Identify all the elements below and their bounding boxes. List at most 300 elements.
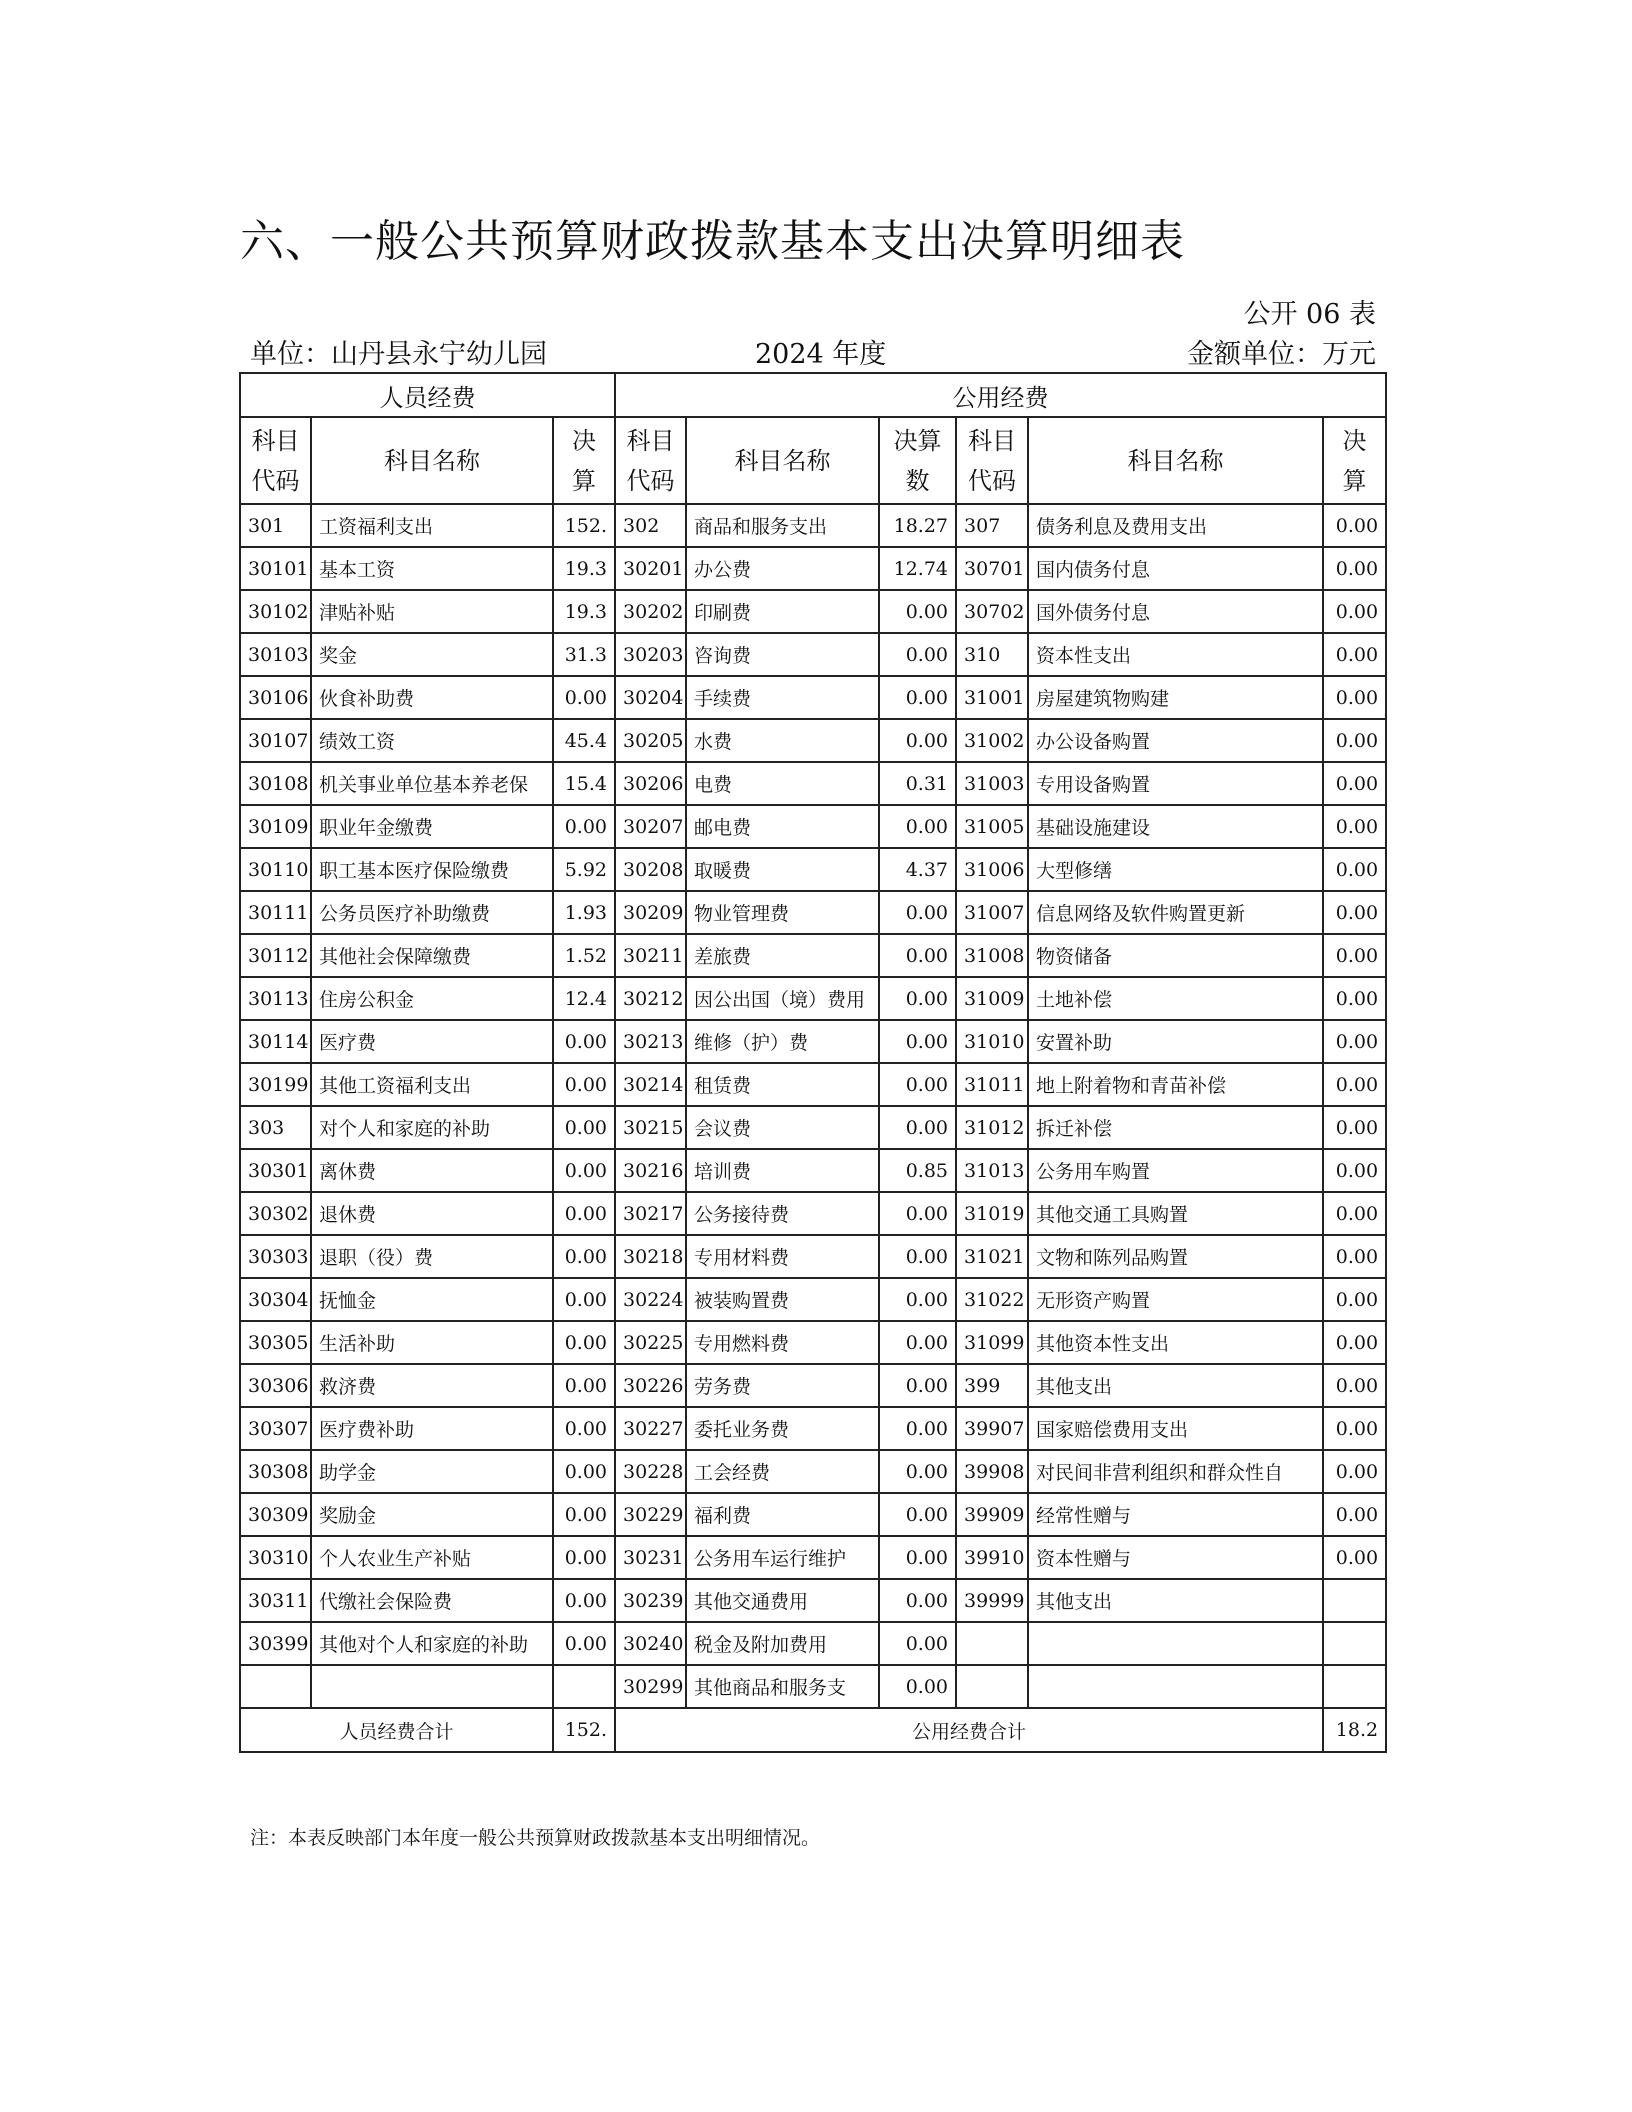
capital-amount-cell: 0.00 [1323, 719, 1386, 762]
personnel-code-cell: 30113 [240, 977, 311, 1020]
table-row [240, 676, 1386, 719]
public-code-cell: 30212 [615, 977, 686, 1020]
public-code-cell: 30217 [615, 1192, 686, 1235]
public-name-cell: 培训费 [686, 1149, 879, 1192]
capital-name-cell: 拆迁补偿 [1028, 1106, 1323, 1149]
table-row [240, 1149, 1386, 1192]
capital-name-cell: 安置补助 [1028, 1020, 1323, 1063]
personnel-name-cell: 伙食补助费 [311, 676, 553, 719]
year-label: 2024 年度 [755, 339, 887, 370]
personnel-code-cell: 30109 [240, 805, 311, 848]
public-group-header: 公用经费 [615, 373, 1386, 417]
table-row [240, 1192, 1386, 1235]
personnel-amount-cell: 0.00 [553, 1579, 615, 1622]
personnel-amount-cell: 0.00 [553, 1493, 615, 1536]
public-name-cell: 因公出国（境）费用 [686, 977, 879, 1020]
public-code-cell: 30239 [615, 1579, 686, 1622]
personnel-name-cell: 退职（役）费 [311, 1235, 553, 1278]
public-code-cell: 30218 [615, 1235, 686, 1278]
capital-amount-cell [1323, 1579, 1386, 1622]
capital-name-cell: 经常性赠与 [1028, 1493, 1323, 1536]
capital-amount-cell: 0.00 [1323, 805, 1386, 848]
capital-amount-cell: 0.00 [1323, 676, 1386, 719]
capital-amount-cell: 0.00 [1323, 1364, 1386, 1407]
capital-amount-cell: 0.00 [1323, 590, 1386, 633]
personnel-name-cell: 职业年金缴费 [311, 805, 553, 848]
expenditure-table [239, 372, 1387, 1753]
personnel-amount-cell: 45.4 [553, 719, 615, 762]
capital-amount-cell: 0.00 [1323, 1192, 1386, 1235]
personnel-name-cell: 退休费 [311, 1192, 553, 1235]
public-name-cell: 邮电费 [686, 805, 879, 848]
personnel-amount-cell: 0.00 [553, 1192, 615, 1235]
personnel-name-cell: 机关事业单位基本养老保 [311, 762, 553, 805]
personnel-code-cell: 30199 [240, 1063, 311, 1106]
capital-amount-cell: 0.00 [1323, 848, 1386, 891]
public-code-cell: 30211 [615, 934, 686, 977]
code-header: 科目代码 [956, 417, 1028, 504]
personnel-code-cell: 30303 [240, 1235, 311, 1278]
capital-name-cell: 公务用车购置 [1028, 1149, 1323, 1192]
personnel-code-cell: 30311 [240, 1579, 311, 1622]
capital-name-cell: 债务利息及费用支出 [1028, 504, 1323, 547]
public-name-cell: 委托业务费 [686, 1407, 879, 1450]
money-unit-label: 金额单位：万元 [1187, 339, 1376, 370]
table-row [240, 805, 1386, 848]
personnel-name-cell: 其他对个人和家庭的补助 [311, 1622, 553, 1665]
public-code-cell: 30227 [615, 1407, 686, 1450]
personnel-code-cell: 30112 [240, 934, 311, 977]
public-name-cell: 公务用车运行维护 [686, 1536, 879, 1579]
table-row [240, 891, 1386, 934]
table-number: 公开 06 表 [1243, 299, 1376, 330]
capital-code-cell: 30702 [956, 590, 1028, 633]
capital-code-cell: 31011 [956, 1063, 1028, 1106]
personnel-name-cell [311, 1665, 553, 1708]
public-name-cell: 劳务费 [686, 1364, 879, 1407]
personnel-code-cell: 30101 [240, 547, 311, 590]
capital-amount-cell: 0.00 [1323, 1063, 1386, 1106]
capital-name-cell: 大型修缮 [1028, 848, 1323, 891]
personnel-code-cell: 30110 [240, 848, 311, 891]
public-name-cell: 租赁费 [686, 1063, 879, 1106]
table-row [240, 547, 1386, 590]
capital-amount-cell: 0.00 [1323, 1450, 1386, 1493]
personnel-name-cell: 助学金 [311, 1450, 553, 1493]
personnel-name-cell: 职工基本医疗保险缴费 [311, 848, 553, 891]
table-row [240, 1106, 1386, 1149]
personnel-code-cell: 30302 [240, 1192, 311, 1235]
public-amount-cell: 0.00 [879, 633, 956, 676]
personnel-code-cell: 30304 [240, 1278, 311, 1321]
personnel-code-cell: 30306 [240, 1364, 311, 1407]
personnel-amount-cell: 152. [553, 504, 615, 547]
public-name-cell: 公务接待费 [686, 1192, 879, 1235]
table-row [240, 1020, 1386, 1063]
capital-amount-cell: 0.00 [1323, 1278, 1386, 1321]
public-code-cell: 30204 [615, 676, 686, 719]
personnel-code-cell: 30301 [240, 1149, 311, 1192]
capital-code-cell: 39999 [956, 1579, 1028, 1622]
capital-code-cell: 31022 [956, 1278, 1028, 1321]
personnel-name-cell: 医疗费补助 [311, 1407, 553, 1450]
personnel-name-cell: 个人农业生产补贴 [311, 1536, 553, 1579]
public-amount-cell: 0.00 [879, 1665, 956, 1708]
table-row [240, 590, 1386, 633]
public-code-cell: 30215 [615, 1106, 686, 1149]
capital-name-cell: 其他支出 [1028, 1579, 1323, 1622]
public-name-cell: 专用燃料费 [686, 1321, 879, 1364]
public-total-value: 18.2 [1323, 1708, 1386, 1752]
personnel-amount-cell: 19.3 [553, 590, 615, 633]
name-header: 科目名称 [311, 417, 553, 504]
public-code-cell: 30209 [615, 891, 686, 934]
capital-name-cell: 对民间非营利组织和群众性自 [1028, 1450, 1323, 1493]
capital-amount-cell: 0.00 [1323, 1321, 1386, 1364]
personnel-amount-cell: 0.00 [553, 1407, 615, 1450]
capital-amount-cell: 0.00 [1323, 977, 1386, 1020]
capital-name-cell: 其他支出 [1028, 1364, 1323, 1407]
public-amount-cell: 0.00 [879, 1450, 956, 1493]
capital-name-cell: 其他资本性支出 [1028, 1321, 1323, 1364]
personnel-code-cell: 30305 [240, 1321, 311, 1364]
capital-name-cell: 国内债务付息 [1028, 547, 1323, 590]
capital-code-cell: 30701 [956, 547, 1028, 590]
public-amount-cell: 0.31 [879, 762, 956, 805]
public-code-cell: 30214 [615, 1063, 686, 1106]
capital-code-cell: 39910 [956, 1536, 1028, 1579]
personnel-amount-cell: 5.92 [553, 848, 615, 891]
public-amount-cell: 0.00 [879, 676, 956, 719]
personnel-code-cell: 30103 [240, 633, 311, 676]
public-amount-cell: 0.00 [879, 977, 956, 1020]
capital-name-cell [1028, 1665, 1323, 1708]
public-amount-cell: 4.37 [879, 848, 956, 891]
footnote: 注：本表反映部门本年度一般公共预算财政拨款基本支出明细情况。 [250, 1827, 821, 1849]
capital-name-cell: 信息网络及软件购置更新 [1028, 891, 1323, 934]
capital-code-cell: 31012 [956, 1106, 1028, 1149]
table-row [240, 1622, 1386, 1665]
table-row [240, 633, 1386, 676]
public-code-cell: 30226 [615, 1364, 686, 1407]
public-amount-cell: 0.00 [879, 1407, 956, 1450]
capital-code-cell: 31006 [956, 848, 1028, 891]
capital-code-cell: 31010 [956, 1020, 1028, 1063]
personnel-code-cell: 30310 [240, 1536, 311, 1579]
personnel-code-cell: 30308 [240, 1450, 311, 1493]
public-amount-cell: 0.00 [879, 1278, 956, 1321]
public-code-cell: 30213 [615, 1020, 686, 1063]
personnel-amount-cell: 0.00 [553, 676, 615, 719]
public-amount-cell: 0.00 [879, 1192, 956, 1235]
personnel-name-cell: 工资福利支出 [311, 504, 553, 547]
table-row [240, 1665, 1386, 1708]
public-code-cell: 30216 [615, 1149, 686, 1192]
public-amount-cell: 0.00 [879, 1579, 956, 1622]
capital-amount-cell: 0.00 [1323, 547, 1386, 590]
personnel-name-cell: 抚恤金 [311, 1278, 553, 1321]
public-amount-cell: 18.27 [879, 504, 956, 547]
capital-code-cell: 399 [956, 1364, 1028, 1407]
public-name-cell: 其他商品和服务支 [686, 1665, 879, 1708]
public-name-cell: 印刷费 [686, 590, 879, 633]
page-title: 六、一般公共预算财政拨款基本支出决算明细表 [240, 216, 1185, 267]
public-name-cell: 咨询费 [686, 633, 879, 676]
personnel-code-cell [240, 1665, 311, 1708]
public-amount-cell: 0.00 [879, 1321, 956, 1364]
personnel-amount-cell: 15.4 [553, 762, 615, 805]
personnel-name-cell: 奖励金 [311, 1493, 553, 1536]
public-amount-cell: 0.00 [879, 934, 956, 977]
public-amount-cell: 0.00 [879, 1235, 956, 1278]
table-row [240, 504, 1386, 547]
capital-amount-cell: 0.00 [1323, 1106, 1386, 1149]
capital-name-cell: 其他交通工具购置 [1028, 1192, 1323, 1235]
public-name-cell: 会议费 [686, 1106, 879, 1149]
capital-amount-cell [1323, 1665, 1386, 1708]
capital-code-cell: 31099 [956, 1321, 1028, 1364]
capital-amount-cell: 0.00 [1323, 934, 1386, 977]
capital-code-cell [956, 1665, 1028, 1708]
capital-code-cell: 31009 [956, 977, 1028, 1020]
personnel-amount-cell: 0.00 [553, 805, 615, 848]
personnel-amount-cell [553, 1665, 615, 1708]
public-code-cell: 30240 [615, 1622, 686, 1665]
table-row [240, 1536, 1386, 1579]
name-header: 科目名称 [686, 417, 879, 504]
capital-code-cell: 31021 [956, 1235, 1028, 1278]
group-header-row [240, 373, 1386, 417]
public-code-cell: 30205 [615, 719, 686, 762]
capital-name-cell: 文物和陈列品购置 [1028, 1235, 1323, 1278]
table-row [240, 1407, 1386, 1450]
personnel-amount-cell: 0.00 [553, 1106, 615, 1149]
public-name-cell: 福利费 [686, 1493, 879, 1536]
personnel-amount-cell: 0.00 [553, 1063, 615, 1106]
personnel-code-cell: 30307 [240, 1407, 311, 1450]
capital-code-cell: 39909 [956, 1493, 1028, 1536]
capital-name-cell: 无形资产购置 [1028, 1278, 1323, 1321]
personnel-total-label: 人员经费合计 [240, 1708, 553, 1752]
column-header-row [240, 417, 1386, 504]
personnel-amount-cell: 0.00 [553, 1278, 615, 1321]
personnel-amount-cell: 19.3 [553, 547, 615, 590]
personnel-group-header: 人员经费 [240, 373, 615, 417]
table-row [240, 1493, 1386, 1536]
personnel-code-cell: 30399 [240, 1622, 311, 1665]
public-amount-cell: 0.00 [879, 1020, 956, 1063]
capital-name-cell: 专用设备购置 [1028, 762, 1323, 805]
capital-amount-cell: 0.00 [1323, 1536, 1386, 1579]
personnel-code-cell: 30106 [240, 676, 311, 719]
public-amount-cell: 12.74 [879, 547, 956, 590]
capital-name-cell: 资本性支出 [1028, 633, 1323, 676]
capital-name-cell: 物资储备 [1028, 934, 1323, 977]
public-name-cell: 手续费 [686, 676, 879, 719]
public-code-cell: 30225 [615, 1321, 686, 1364]
amount-header: 决算 [553, 417, 615, 504]
personnel-name-cell: 基本工资 [311, 547, 553, 590]
personnel-name-cell: 公务员医疗补助缴费 [311, 891, 553, 934]
personnel-amount-cell: 1.52 [553, 934, 615, 977]
public-code-cell: 30206 [615, 762, 686, 805]
personnel-amount-cell: 0.00 [553, 1020, 615, 1063]
unit-label: 单位：山丹县永宁幼儿园 [250, 339, 547, 370]
capital-amount-cell: 0.00 [1323, 1407, 1386, 1450]
public-code-cell: 30299 [615, 1665, 686, 1708]
name-header: 科目名称 [1028, 417, 1323, 504]
personnel-name-cell: 住房公积金 [311, 977, 553, 1020]
public-code-cell: 30231 [615, 1536, 686, 1579]
table-row [240, 977, 1386, 1020]
personnel-code-cell: 30108 [240, 762, 311, 805]
public-name-cell: 被装购置费 [686, 1278, 879, 1321]
capital-name-cell: 资本性赠与 [1028, 1536, 1323, 1579]
capital-amount-cell: 0.00 [1323, 1235, 1386, 1278]
public-code-cell: 30202 [615, 590, 686, 633]
capital-code-cell: 31005 [956, 805, 1028, 848]
table-row [240, 1579, 1386, 1622]
personnel-name-cell: 其他社会保障缴费 [311, 934, 553, 977]
public-name-cell: 其他交通费用 [686, 1579, 879, 1622]
amount-header: 决算数 [879, 417, 956, 504]
table-row [240, 762, 1386, 805]
public-total-label: 公用经费合计 [615, 1708, 1323, 1752]
personnel-code-cell: 303 [240, 1106, 311, 1149]
personnel-code-cell: 30114 [240, 1020, 311, 1063]
personnel-amount-cell: 1.93 [553, 891, 615, 934]
public-name-cell: 水费 [686, 719, 879, 762]
capital-code-cell: 31001 [956, 676, 1028, 719]
table-row [240, 1364, 1386, 1407]
code-header: 科目代码 [240, 417, 311, 504]
table-row [240, 1278, 1386, 1321]
capital-name-cell: 基础设施建设 [1028, 805, 1323, 848]
personnel-amount-cell: 0.00 [553, 1149, 615, 1192]
personnel-amount-cell: 0.00 [553, 1321, 615, 1364]
code-header: 科目代码 [615, 417, 686, 504]
personnel-code-cell: 301 [240, 504, 311, 547]
personnel-code-cell: 30107 [240, 719, 311, 762]
public-amount-cell: 0.00 [879, 1364, 956, 1407]
public-name-cell: 差旅费 [686, 934, 879, 977]
table-row [240, 848, 1386, 891]
public-code-cell: 30201 [615, 547, 686, 590]
public-amount-cell: 0.00 [879, 719, 956, 762]
public-name-cell: 专用材料费 [686, 1235, 879, 1278]
public-name-cell: 电费 [686, 762, 879, 805]
capital-code-cell [956, 1622, 1028, 1665]
personnel-amount-cell: 0.00 [553, 1450, 615, 1493]
personnel-name-cell: 对个人和家庭的补助 [311, 1106, 553, 1149]
public-name-cell: 办公费 [686, 547, 879, 590]
public-amount-cell: 0.00 [879, 590, 956, 633]
personnel-amount-cell: 0.00 [553, 1622, 615, 1665]
public-name-cell: 取暖费 [686, 848, 879, 891]
capital-name-cell: 办公设备购置 [1028, 719, 1323, 762]
personnel-name-cell: 离休费 [311, 1149, 553, 1192]
public-amount-cell: 0.00 [879, 891, 956, 934]
capital-code-cell: 39908 [956, 1450, 1028, 1493]
capital-amount-cell: 0.00 [1323, 504, 1386, 547]
personnel-name-cell: 奖金 [311, 633, 553, 676]
public-amount-cell: 0.00 [879, 1622, 956, 1665]
public-amount-cell: 0.00 [879, 805, 956, 848]
capital-name-cell: 国家赔偿费用支出 [1028, 1407, 1323, 1450]
personnel-name-cell: 生活补助 [311, 1321, 553, 1364]
table-row [240, 1450, 1386, 1493]
table-row [240, 1063, 1386, 1106]
capital-code-cell: 310 [956, 633, 1028, 676]
public-amount-cell: 0.00 [879, 1063, 956, 1106]
capital-code-cell: 39907 [956, 1407, 1028, 1450]
public-name-cell: 物业管理费 [686, 891, 879, 934]
personnel-name-cell: 绩效工资 [311, 719, 553, 762]
public-name-cell: 商品和服务支出 [686, 504, 879, 547]
table-row [240, 934, 1386, 977]
amount-header: 决算 [1323, 417, 1386, 504]
personnel-amount-cell: 0.00 [553, 1235, 615, 1278]
capital-code-cell: 307 [956, 504, 1028, 547]
table-row [240, 1235, 1386, 1278]
personnel-name-cell: 医疗费 [311, 1020, 553, 1063]
personnel-amount-cell: 12.4 [553, 977, 615, 1020]
public-code-cell: 30207 [615, 805, 686, 848]
personnel-total-value: 152. [553, 1708, 615, 1752]
capital-name-cell: 土地补偿 [1028, 977, 1323, 1020]
public-code-cell: 30229 [615, 1493, 686, 1536]
capital-amount-cell [1323, 1622, 1386, 1665]
public-code-cell: 30224 [615, 1278, 686, 1321]
public-code-cell: 302 [615, 504, 686, 547]
personnel-amount-cell: 0.00 [553, 1536, 615, 1579]
personnel-name-cell: 救济费 [311, 1364, 553, 1407]
capital-amount-cell: 0.00 [1323, 1149, 1386, 1192]
capital-amount-cell: 0.00 [1323, 1020, 1386, 1063]
public-name-cell: 维修（护）费 [686, 1020, 879, 1063]
capital-amount-cell: 0.00 [1323, 633, 1386, 676]
public-name-cell: 工会经费 [686, 1450, 879, 1493]
capital-code-cell: 31003 [956, 762, 1028, 805]
personnel-name-cell: 其他工资福利支出 [311, 1063, 553, 1106]
capital-name-cell: 地上附着物和青苗补偿 [1028, 1063, 1323, 1106]
capital-code-cell: 31008 [956, 934, 1028, 977]
capital-name-cell: 国外债务付息 [1028, 590, 1323, 633]
personnel-name-cell: 代缴社会保险费 [311, 1579, 553, 1622]
table-row [240, 1321, 1386, 1364]
capital-amount-cell: 0.00 [1323, 1493, 1386, 1536]
personnel-name-cell: 津贴补贴 [311, 590, 553, 633]
public-amount-cell: 0.00 [879, 1106, 956, 1149]
capital-code-cell: 31007 [956, 891, 1028, 934]
personnel-amount-cell: 31.3 [553, 633, 615, 676]
personnel-code-cell: 30102 [240, 590, 311, 633]
public-amount-cell: 0.00 [879, 1536, 956, 1579]
capital-amount-cell: 0.00 [1323, 891, 1386, 934]
public-name-cell: 税金及附加费用 [686, 1622, 879, 1665]
capital-name-cell: 房屋建筑物购建 [1028, 676, 1323, 719]
public-code-cell: 30208 [615, 848, 686, 891]
public-amount-cell: 0.00 [879, 1493, 956, 1536]
public-code-cell: 30203 [615, 633, 686, 676]
public-amount-cell: 0.85 [879, 1149, 956, 1192]
personnel-code-cell: 30309 [240, 1493, 311, 1536]
capital-code-cell: 31019 [956, 1192, 1028, 1235]
personnel-code-cell: 30111 [240, 891, 311, 934]
capital-name-cell [1028, 1622, 1323, 1665]
capital-code-cell: 31013 [956, 1149, 1028, 1192]
capital-code-cell: 31002 [956, 719, 1028, 762]
